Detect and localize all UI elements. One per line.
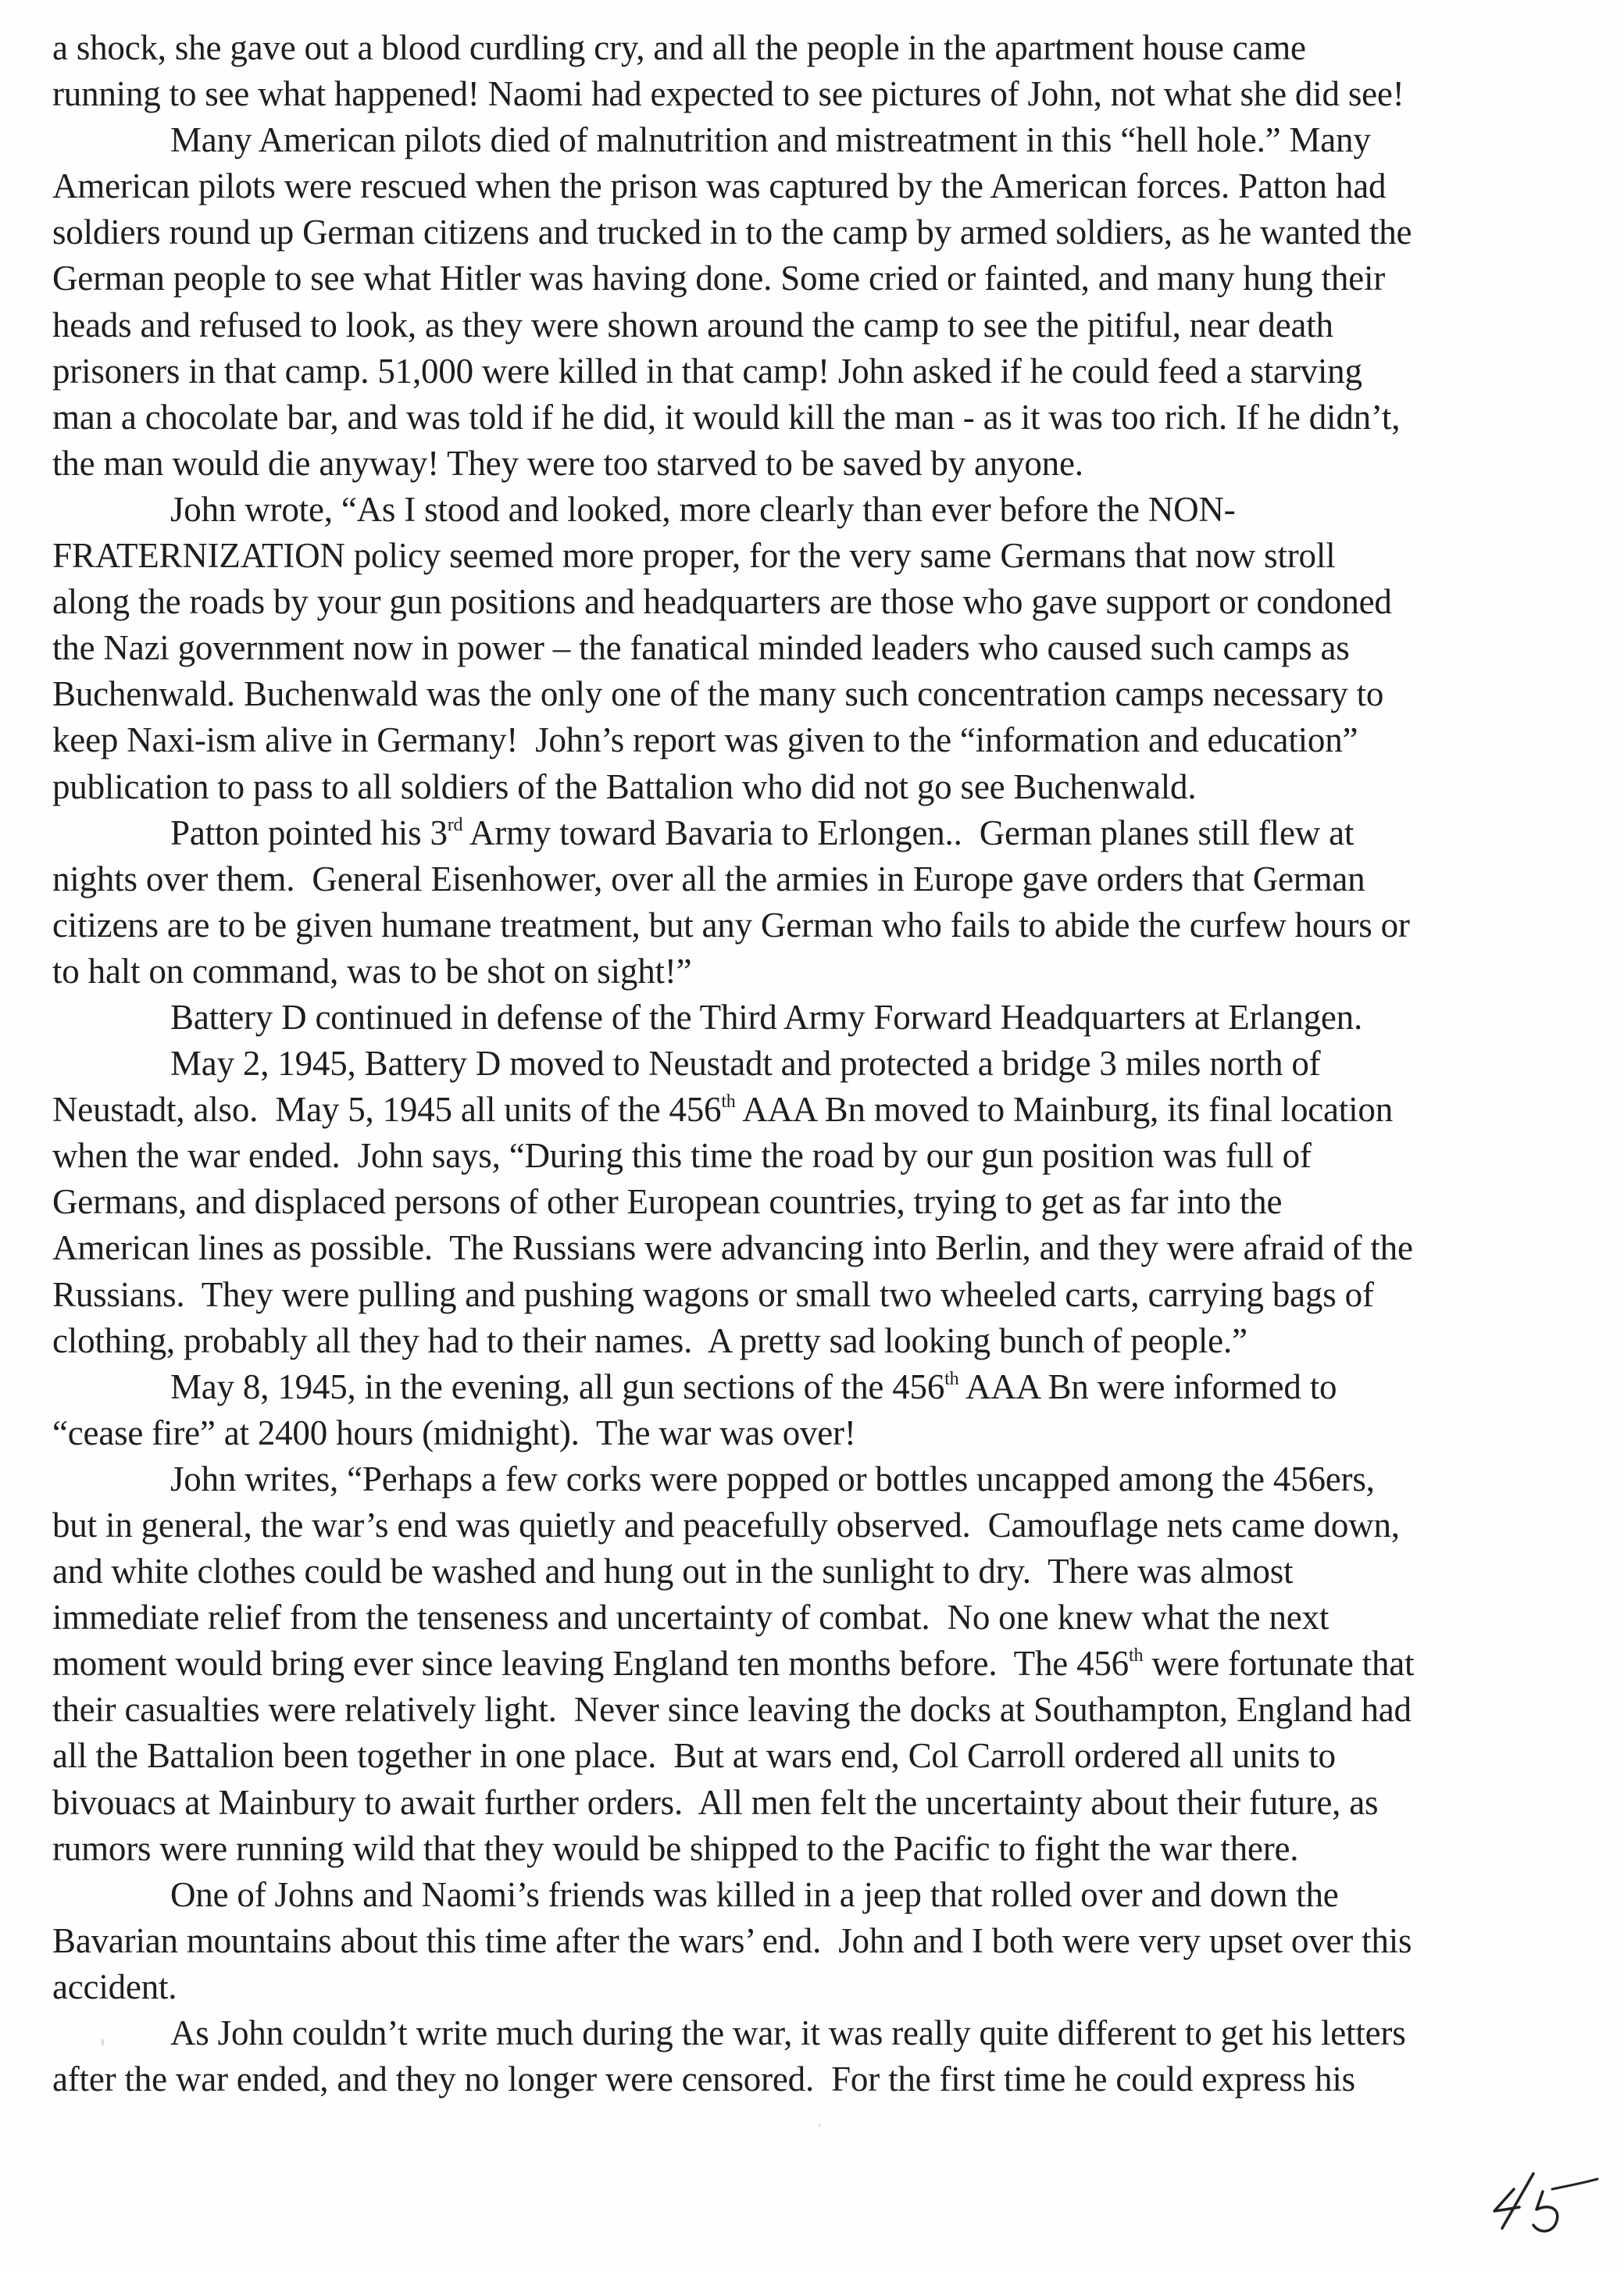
text-run: Russians. They were pulling and pushing wagons or small two wheeled carts, carrying bags of bbox=[52, 1274, 1374, 1314]
text-line bbox=[52, 902, 1583, 948]
text-run: prisoners in that camp. 51,000 were killed in that camp! John asked if he could feed a starving bbox=[52, 351, 1362, 391]
text-line bbox=[52, 1733, 1583, 1779]
text-run: AAA Bn were informed to bbox=[958, 1366, 1337, 1406]
text-run: moment would bring ever since leaving England ten months before. The 456 bbox=[52, 1644, 1129, 1684]
text-line bbox=[52, 71, 1583, 117]
text-line bbox=[52, 533, 1583, 579]
text-run: publication to pass to all soldiers of the Battalion who did not go see Buchenwald. bbox=[52, 766, 1197, 806]
text-line bbox=[52, 1780, 1583, 1826]
text-run: Buchenwald. Buchenwald was the only one of the many such concentration camps necessary to bbox=[52, 674, 1384, 714]
text-run: soldiers round up German citizens and trucked in to the camp by armed soldiers, as he wanted the bbox=[52, 213, 1412, 252]
text-run: FRATERNIZATION policy seemed more proper, for the very same Germans that now stroll bbox=[52, 536, 1336, 576]
text-run: John writes, “Perhaps a few corks were popped or bottles uncapped among the 456ers, bbox=[170, 1459, 1375, 1499]
text-line bbox=[52, 810, 1583, 856]
text-run: running to see what happened! Naomi had expected to see pictures of John, not what she did see! bbox=[52, 74, 1404, 114]
text-run: Army toward Bavaria to Erlongen.. German planes still flew at bbox=[462, 813, 1355, 852]
text-line bbox=[52, 25, 1583, 71]
text-run: man a chocolate bar, and was told if he did, it would kill the man - as it was too rich. If he didn’t, bbox=[52, 397, 1401, 437]
text-line bbox=[52, 579, 1583, 625]
text-run: nights over them. General Eisenhower, over all the armies in Europe gave orders that German bbox=[52, 859, 1365, 898]
text-run: bivouacs at Mainbury to await further orders. All men felt the uncertainty about their future, as bbox=[52, 1782, 1379, 1822]
text-run: keep Naxi-ism alive in Germany! John’s report was given to the “information and education” bbox=[52, 720, 1358, 760]
text-run: One of Johns and Naomi’s friends was killed in a jeep that rolled over and down the bbox=[170, 1874, 1339, 1914]
text-run: citizens are to be given humane treatment, but any German who fails to abide the curfew hours or bbox=[52, 905, 1410, 945]
text-line bbox=[52, 255, 1583, 302]
text-run: were fortunate that bbox=[1143, 1644, 1415, 1684]
text-run: American lines as possible. The Russians were advancing into Berlin, and they were afraid of the bbox=[52, 1228, 1413, 1268]
text-run: As John couldn’t write much during the war, it was really quite different to get his letters bbox=[170, 2013, 1406, 2053]
text-run: “cease fire” at 2400 hours (midnight). The war was over! bbox=[52, 1413, 856, 1452]
text-line bbox=[52, 1964, 1583, 2010]
text-run: the man would die anyway! They were too starved to be saved by anyone. bbox=[52, 443, 1083, 483]
text-line bbox=[52, 487, 1583, 533]
text-line bbox=[52, 1087, 1583, 1133]
text-line bbox=[52, 117, 1583, 163]
text-run: after the war ended, and they no longer were censored. For the first time he could express his bbox=[52, 2059, 1355, 2099]
text-line bbox=[52, 1318, 1583, 1364]
text-line bbox=[52, 764, 1583, 810]
text-line bbox=[52, 209, 1583, 255]
text-line bbox=[52, 1502, 1583, 1549]
text-run: clothing, probably all they had to their names. A pretty sad looking bunch of people.” bbox=[52, 1320, 1247, 1360]
text-run: Germans, and displaced persons of other European countries, trying to get as far into the bbox=[52, 1182, 1283, 1222]
text-line bbox=[52, 995, 1583, 1041]
text-line bbox=[52, 163, 1583, 209]
text-line bbox=[52, 625, 1583, 671]
text-line bbox=[52, 1872, 1583, 1918]
text-line bbox=[52, 1456, 1583, 1502]
text-run: John wrote, “As I stood and looked, more clearly than ever before the NON- bbox=[170, 489, 1236, 529]
text-run: the Nazi government now in power – the fanatical minded leaders who caused such camps as bbox=[52, 628, 1350, 668]
text-run: German people to see what Hitler was having done. Some cried or fainted, and many hung their bbox=[52, 259, 1386, 298]
text-run: May 8, 1945, in the evening, all gun sections of the 456 bbox=[170, 1366, 945, 1406]
text-line bbox=[52, 671, 1583, 717]
text-line bbox=[52, 1179, 1583, 1225]
text-run: American pilots were rescued when the prison was captured by the American forces. Patton had bbox=[52, 166, 1387, 206]
text-line bbox=[52, 1364, 1583, 1410]
text-run: but in general, the war’s end was quietly and peacefully observed. Camouflage nets came down, bbox=[52, 1506, 1400, 1545]
text-run: heads and refused to look, as they were shown around the camp to see the pitiful, near death bbox=[52, 305, 1333, 345]
text-line bbox=[52, 1918, 1583, 1964]
text-run: their casualties were relatively light. Never since leaving the docks at Southampton, England had bbox=[52, 1690, 1412, 1730]
text-line bbox=[52, 1133, 1583, 1179]
handwritten-45-glyph bbox=[1488, 2172, 1613, 2250]
text-run: rumors were running wild that they would be shipped to the Pacific to fight the war there. bbox=[52, 1828, 1299, 1868]
text-run: when the war ended. John says, “During this time the road by our gun position was full of bbox=[52, 1136, 1312, 1176]
text-run: Many American pilots died of malnutrition and mistreatment in this “hell hole.” Many bbox=[170, 120, 1371, 160]
scan-speck bbox=[819, 2124, 820, 2127]
text-run: all the Battalion been together in one place. But at wars end, Col Carroll ordered all units to bbox=[52, 1736, 1336, 1776]
text-line bbox=[52, 1225, 1583, 1271]
text-line bbox=[52, 348, 1583, 395]
text-run: Bavarian mountains about this time after the wars’ end. John and I both were very upset over this bbox=[52, 1920, 1412, 1960]
text-run: immediate relief from the tenseness and uncertainty of combat. No one knew what the next bbox=[52, 1598, 1330, 1638]
text-line bbox=[52, 948, 1583, 995]
text-run: to halt on command, was to be shot on sight!” bbox=[52, 951, 692, 991]
text-run: a shock, she gave out a blood curdling cry, and all the people in the apartment house came bbox=[52, 28, 1306, 67]
ordinal-superscript: th bbox=[944, 1368, 959, 1389]
text-line bbox=[52, 1595, 1583, 1641]
text-run: Neustadt, also. May 5, 1945 all units of the 456 bbox=[52, 1090, 722, 1130]
text-run: accident. bbox=[52, 1967, 177, 2006]
body-text bbox=[52, 25, 1583, 2102]
text-run: along the roads by your gun positions and headquarters are those who gave support or condoned bbox=[52, 582, 1392, 622]
text-run: and white clothes could be washed and hung out in the sunlight to dry. There was almost bbox=[52, 1552, 1294, 1591]
text-line bbox=[52, 302, 1583, 348]
scan-speck bbox=[102, 2039, 104, 2045]
text-run: Battery D continued in defense of the Third Army Forward Headquarters at Erlangen. bbox=[170, 997, 1363, 1037]
text-line bbox=[52, 441, 1583, 487]
ordinal-superscript: th bbox=[1128, 1645, 1144, 1666]
ordinal-superscript: th bbox=[721, 1091, 736, 1113]
text-run: Patton pointed his 3 bbox=[170, 813, 448, 852]
text-line bbox=[52, 2010, 1583, 2056]
text-line bbox=[52, 856, 1583, 902]
text-line bbox=[52, 1687, 1583, 1733]
text-line bbox=[52, 1272, 1583, 1318]
text-line bbox=[52, 1641, 1583, 1687]
text-line bbox=[52, 1041, 1583, 1087]
text-line bbox=[52, 2056, 1583, 2102]
text-run: May 2, 1945, Battery D moved to Neustadt and protected a bridge 3 miles north of bbox=[170, 1044, 1321, 1084]
text-line bbox=[52, 1549, 1583, 1595]
handwritten-page-number bbox=[1488, 2172, 1613, 2250]
text-line bbox=[52, 1826, 1583, 1872]
text-line bbox=[52, 395, 1583, 441]
text-line bbox=[52, 1410, 1583, 1456]
ordinal-superscript: rd bbox=[447, 814, 463, 835]
text-run: AAA Bn moved to Mainburg, its final location bbox=[735, 1090, 1393, 1130]
text-line bbox=[52, 717, 1583, 763]
